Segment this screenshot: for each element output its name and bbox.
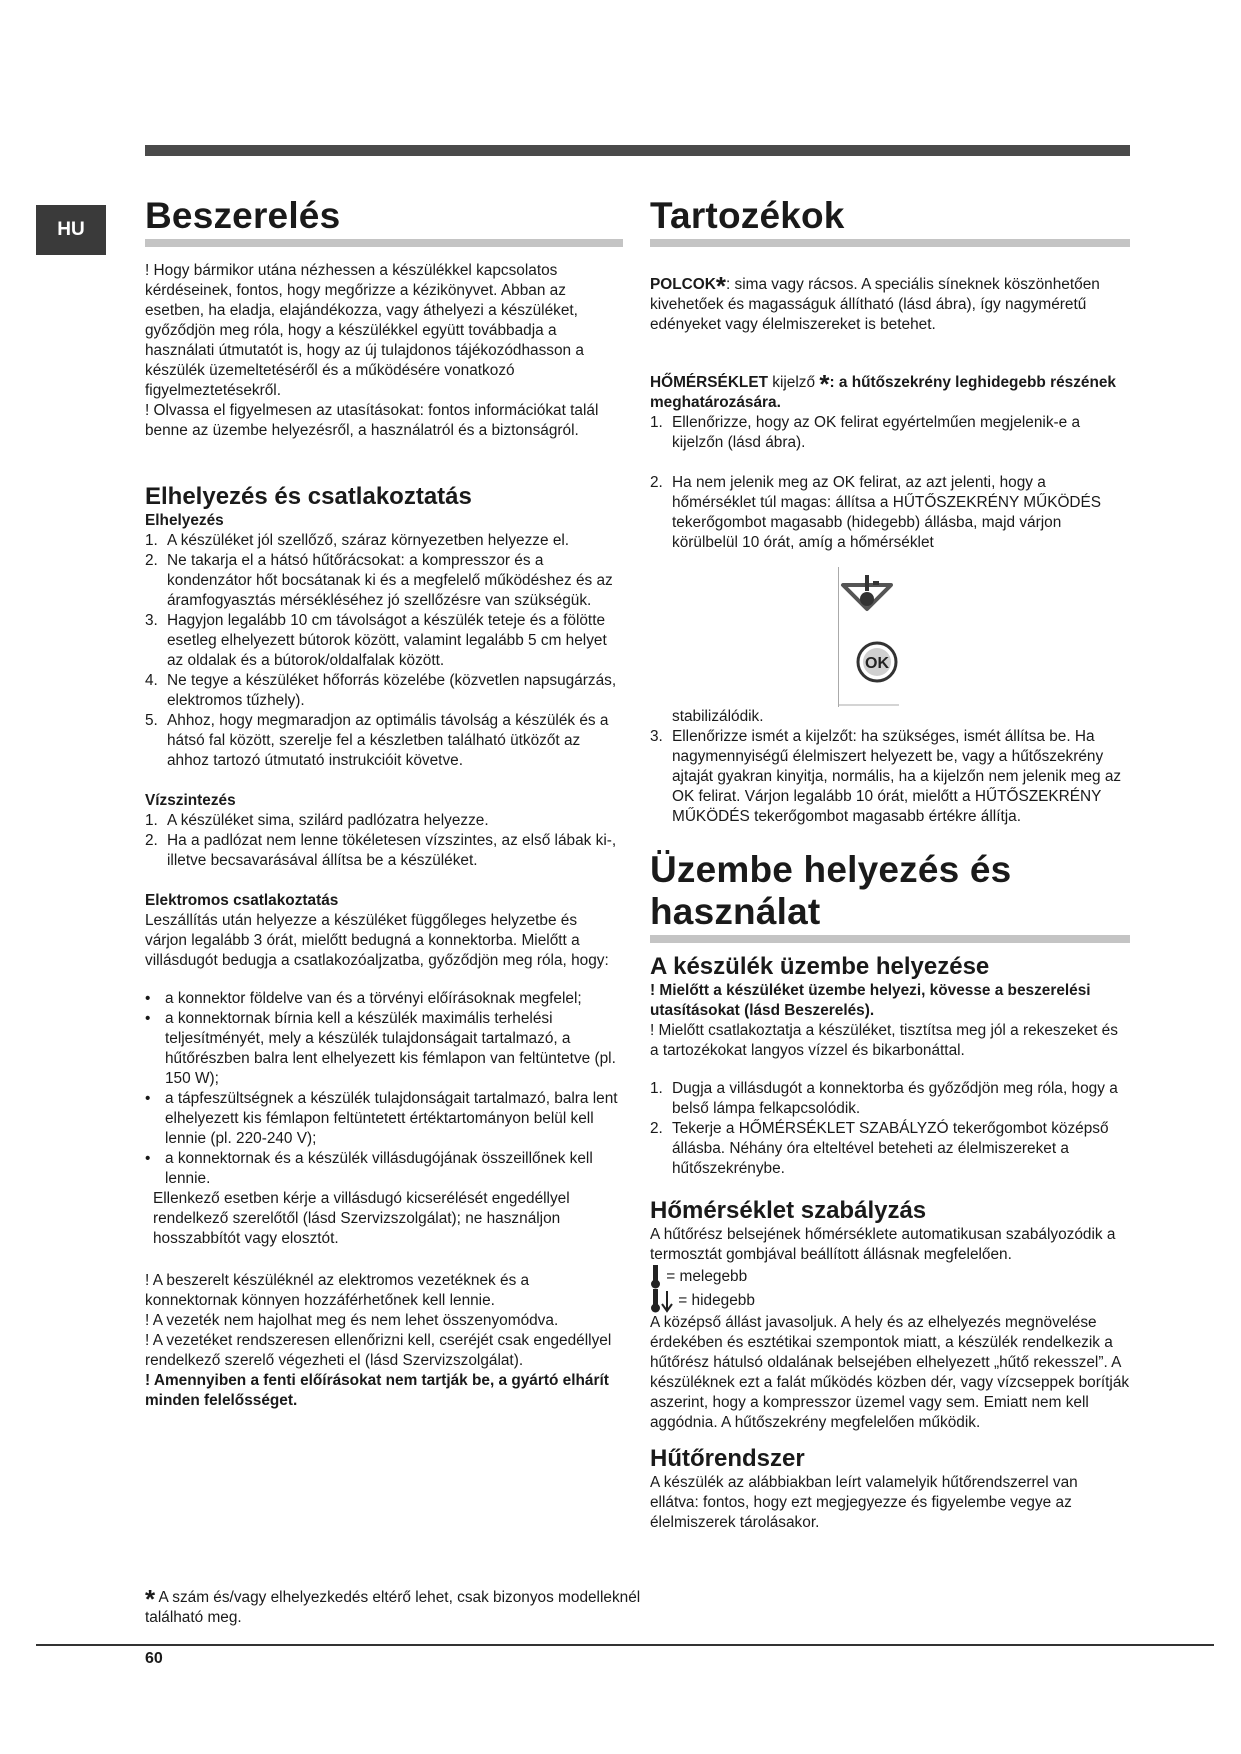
list-item-text: Ellenőrizze ismét a kijelzőt: ha szükséges, ismét állítsa be. Ha nagymennyiségű élelmiszert helyezett be, vagy a hűtőszekrény ajtaját gyakran kinyitja, normális, ha a kijelzőn nem jelenik meg az OK felirat. Várjon legalább 10 órát, mielőtt a HŰTŐSZEKRÉNY MŰKÖDÉS tekerőgombot magasabb értékre állítja. xyxy=(672,728,1122,825)
list-item-text: A készüléket jól szellőző, száraz környezetben helyezze el. xyxy=(167,532,570,549)
electric-intro: Leszállítás után helyezze a készüléket függőleges helyzetbe és várjon legalább 3 órát, mielőtt bedugná a konnektorba. Mielőtt a villásdugót bedugja a csatlakozóaljzatba, győződjön meg róla, hogy: xyxy=(145,912,609,969)
list-item: 2. Tekerje a HŐMÉRSÉKLET SZABÁLYZÓ tekerőgombot középső állásba. Néhány óra elteltével beteheti az élelmiszereket a hűtőszekrénybe. xyxy=(650,1119,1130,1179)
bullet-item-text: a konnektornak és a készülék villásdugójának összeillőnek kell lennie. xyxy=(165,1150,593,1187)
bullet-item: • a konnektornak bírnia kell a készülék maximális terhelési teljesítményét, mely a készülék tulajdonságait tartalmazó, a hűtőrészben balra lent elhelyezett kis fémlapon van feltüntetve (pl. 150 W); xyxy=(145,1009,623,1089)
list-item: 3. Ellenőrizze ismét a kijelzőt: ha szükséges, ismét állítsa be. Ha nagymennyiségű élelmiszert helyezett be, vagy a hűtőszekrény ajtaját gyakran kinyitja, normális, ha a kijelzőn nem jelenik meg az OK felirat. Várjon legalább 10 órát, mielőtt a HŰTŐSZEKRÉNY MŰKÖDÉS tekerőgombot magasabb értékre állítja. xyxy=(650,727,1130,827)
list-item-text: Ha a padlózat nem lenne tökéletesen vízszintes, az első lábak ki-, illetve becsavarásával állítsa be a készüléket. xyxy=(167,832,617,869)
shelves-paragraph xyxy=(650,271,1130,335)
bullet-item-text: a konnektor földelve van és a törvényi előírásoknak megfelel; xyxy=(165,990,582,1007)
list-item-text: Hagyjon legalább 10 cm távolságot a készülék teteje és a fölötte esetleg elhelyezett bútorok között, valamint legalább 5 cm helyet az oldalak és a bútorok/oldalfalak között. xyxy=(167,612,607,669)
bottom-rule xyxy=(36,1644,1214,1646)
asterisk-mark: * xyxy=(145,1584,156,1614)
temp-label: HŐMÉRSÉKLET xyxy=(650,374,768,391)
list-item: 1. Dugja a villásdugót a konnektorba és győződjön meg róla, hogy a belső lámpa felkapcsolódik. xyxy=(650,1079,1130,1119)
asterisk-mark: * xyxy=(819,369,830,399)
bullet-item-text: a tápfeszültségnek a készülék tulajdonságait tartalmazó, balra lent elhelyezett kis fémlapon feltüntetett értéktartományon belül kell lennie (pl. 220-240 V); xyxy=(165,1090,618,1147)
ok-label: OK xyxy=(865,655,889,672)
regulation-title: Hőmérséklet szabályzás xyxy=(650,1197,927,1224)
footnote xyxy=(145,1584,645,1628)
temp-indicator-heading xyxy=(650,369,1130,413)
list-item: 1. A készüléket jól szellőző, száraz környezetben helyezze el. xyxy=(145,531,623,551)
warning-2: ! A vezeték nem hajolhat meg és nem lehet összenyomódva. xyxy=(145,1312,559,1329)
asterisk-mark: * xyxy=(715,271,726,301)
list-item: 5. Ahhoz, hogy megmaradjon az optimális távolság a készülék és a hátsó fal között, szerelje fel a készletben található ütközőt az ahhoz tartozó útmutató instrukcióit követve. xyxy=(145,711,623,771)
bullet-item: • a konnektornak és a készülék villásdugójának összeillőnek kell lennie. xyxy=(145,1149,623,1189)
right-column xyxy=(650,195,1130,1533)
list-item-text: Ellenőrizze, hogy az OK felirat egyértelműen megjelenik-e a kijelzőn (lásd ábra). xyxy=(672,414,1081,451)
colder-label: = hidegebb xyxy=(678,1292,755,1310)
bullet-item-text: a konnektornak bírnia kell a készülék maximális terhelési teljesítményét, mely a készülék tulajdonságait tartalmazó, a hűtőrészben balra lent elhelyezett kis fémlapon van feltüntetve (pl. 150 W); xyxy=(165,1010,616,1087)
list-item: 4. Ne tegye a készüléket hőforrás közelébe (közvetlen napsugárzás, elektromos tűzhely). xyxy=(145,671,623,711)
list-item-text: Ne tegye a készüléket hőforrás közelébe (közvetlen napsugárzás, elektromos tűzhely). xyxy=(167,672,617,709)
stabilizes-text: stabilizálódik. xyxy=(672,708,764,725)
thermometer-cold-icon xyxy=(650,1289,674,1313)
list-item: 1. Ellenőrizze, hogy az OK felirat egyértelműen megjelenik-e a kijelzőn (lásd ábra). xyxy=(650,413,1130,453)
bullet-item: • a konnektor földelve van és a törvényi előírásoknak megfelel; xyxy=(145,989,623,1009)
page-number: 60 xyxy=(145,1650,163,1667)
electric-subtitle: Elektromos csatlakoztatás xyxy=(145,892,339,909)
placement-title: Elhelyezés és csatlakoztatás xyxy=(145,483,472,510)
list-item-text: Ha nem jelenik meg az OK felirat, az azt jelenti, hogy a hőmérséklet túl magas: állítsa a HŰTŐSZEKRÉNY MŰKÖDÉS tekerőgombot magasabb (hidegebb) állásba, majd várjon körülbelül 10 órát, amíg a hőmérséklet xyxy=(672,474,1102,551)
list-item-text: A készüléket sima, szilárd padlózatra helyezze. xyxy=(167,812,489,829)
top-rule xyxy=(145,145,1130,156)
startup-title: A készülék üzembe helyezése xyxy=(650,953,990,980)
placement-subtitle: Elhelyezés xyxy=(145,512,224,529)
temp-rest: : a hűtőszekrény leghidegebb részének meghatározására. xyxy=(650,374,1116,411)
list-item-text: Ne takarja el a hátsó hűtőrácsokat: a kompresszor és a kondenzátor hőt bocsátanak ki és a megfelelő működéshez és az áramfogyasztás mérsékléséhez jó szellőzésre van szükségük. xyxy=(167,552,613,609)
temperature-indicator-figure xyxy=(838,567,919,707)
regulation-text: A hűtőrész belsejének hőmérséklete automatikusan szabályozódik a termosztát gombjával beállított állásnak megfelelően. xyxy=(650,1226,1116,1263)
intro-paragraph-2: ! Olvassa el figyelmesen az utasításokat: fontos információkat talál benne az üzembe helyezésről, a használatról és a biztonságról. xyxy=(145,402,599,439)
installation-title: Beszerelés xyxy=(145,195,623,247)
list-item-text: Ahhoz, hogy megmaradjon az optimális távolság a készülék és a hátsó fal között, szerelje fel a készletben található ütközőt az ahhoz tartozó útmutató instrukcióit követve. xyxy=(167,712,609,769)
intro-paragraph-1: ! Hogy bármikor utána nézhessen a készülékkel kapcsolatos kérdéseinek, fontos, hogy megőrizze a kézikönyvet. Abban az esetben, ha eladja, elajándékozza, vagy áthelyezi a készüléket, győződjön meg róla, hogy a készülékkel együtt továbbadja a használati útmutatót is, hogy az új tulajdonos tájékozódhasson a készülék üzemeltetéséről és a működésére vonatkozó figyelmeztetésekről. xyxy=(145,262,584,399)
cooling-text: A készülék az alábbiakban leírt valamelyik hűtőrendszerrel van ellátva: fontos, hogy ezt megjegyezze és figyelembe vegye az élelmiszerek tárolásakor. xyxy=(650,1474,1078,1531)
leveling-subtitle: Vízszintezés xyxy=(145,792,236,809)
list-item: 2. Ha nem jelenik meg az OK felirat, az azt jelenti, hogy a hőmérséklet túl magas: állítsa a HŰTŐSZEKRÉNY MŰKÖDÉS tekerőgombot magasabb (hidegebb) állásba, majd várjon körülbelül 10 órát, amíg a hőmérséklet xyxy=(650,473,1130,553)
thermometer-warm-icon xyxy=(650,1265,662,1289)
language-tab xyxy=(36,205,106,255)
temp-kijelzo: kijelző xyxy=(768,374,820,391)
electric-else: Ellenkező esetben kérje a villásdugó kicserélését engedéllyel rendelkező szerelőtől (lásd Szervizszolgálat); ne használjon hosszabbítót vagy elosztót. xyxy=(153,1190,570,1247)
language-tab-label: HU xyxy=(57,219,85,240)
indicator-icon xyxy=(839,567,919,707)
bullet-item: • a tápfeszültségnek a készülék tulajdonságait tartalmazó, balra lent elhelyezett kis fémlapon feltüntetett értéktartományon belül kell lennie (pl. 220-240 V); xyxy=(145,1089,623,1149)
warning-1: ! A beszerelt készüléknél az elektromos vezetéknek és a konnektornak könnyen hozzáférhetőnek kell lennie. xyxy=(145,1272,530,1309)
warmer-line xyxy=(650,1265,1130,1289)
list-item: 3. Hagyjon legalább 10 cm távolságot a készülék teteje és a fölötte esetleg elhelyezett bútorok között, valamint legalább 5 cm helyet az oldalak és a bútorok/oldalfalak között. xyxy=(145,611,623,671)
list-item: 2. Ha a padlózat nem lenne tökéletesen vízszintes, az első lábak ki-, illetve becsavarásával állítsa be a készüléket. xyxy=(145,831,623,871)
warmer-label: = melegebb xyxy=(666,1268,748,1286)
list-item: 1. A készüléket sima, szilárd padlózatra helyezze. xyxy=(145,811,623,831)
colder-line xyxy=(650,1289,1130,1313)
warning-3: ! A vezetéket rendszeresen ellenőrizni kell, cseréjét csak engedéllyel rendelkező szerelő végezheti el (lásd Szervizszolgálat). xyxy=(145,1332,612,1369)
accessories-title: Tartozékok xyxy=(650,195,1130,247)
list-item-text: Tekerje a HŐMÉRSÉKLET SZABÁLYZÓ tekerőgombot középső állásba. Néhány óra elteltével beteheti az élelmiszereket a hűtőszekrénybe. xyxy=(672,1120,1109,1177)
list-item-text: Dugja a villásdugót a konnektorba és győződjön meg róla, hogy a belső lámpa felkapcsolódik. xyxy=(672,1080,1118,1117)
startup-text: ! Mielőtt csatlakoztatja a készüléket, tisztítsa meg jól a rekeszeket és a tartozékokat langyos vízzel és bikarbonáttal. xyxy=(650,1022,1118,1059)
shelves-text: : sima vagy rácsos. A speciális síneknek köszönhetően kivehetőek és magasságuk állítható (lásd ábra), így nagyméretű edényeket vagy élelmiszereket is betehet. xyxy=(650,276,1100,333)
cooling-title: Hűtőrendszer xyxy=(650,1445,805,1472)
startup-bold: ! Mielőtt a készüléket üzembe helyezi, kövesse a beszerelési utasításokat (lásd Beszerelés). xyxy=(650,982,1091,1019)
shelves-label: POLCOK xyxy=(650,276,716,293)
left-column xyxy=(145,195,623,1411)
regulation-text-2: A középső állást javasoljuk. A hely és az elhelyezés megnövelése érdekében és esztétikai szempontok miatt, a készülék rendelkezik a hűtőrész hátulsó oldalának belsejében elhelyezett „hűtő rekesszel”. A készüléknek ezt a falát működés közben dér, vagy vízcseppek borítják aszerint, hogy a kompresszor üzemel vagy sem. Emiatt nem kell aggódnia. A hűtőszekrény megfelelően működik. xyxy=(650,1314,1130,1431)
use-title: Üzembe helyezés és használat xyxy=(650,849,1130,943)
footnote-text: A szám és/vagy elhelyezkedés eltérő lehet, csak bizonyos modelleknél található meg. xyxy=(145,1589,641,1626)
final-warning: ! Amennyiben a fenti előírásokat nem tartják be, a gyártó elhárít minden felelősséget. xyxy=(145,1372,609,1409)
list-item: 2. Ne takarja el a hátsó hűtőrácsokat: a kompresszor és a kondenzátor hőt bocsátanak ki és a megfelelő működéshez és az áramfogyasztás mérsékléséhez jó szellőzésre van szükségük. xyxy=(145,551,623,611)
